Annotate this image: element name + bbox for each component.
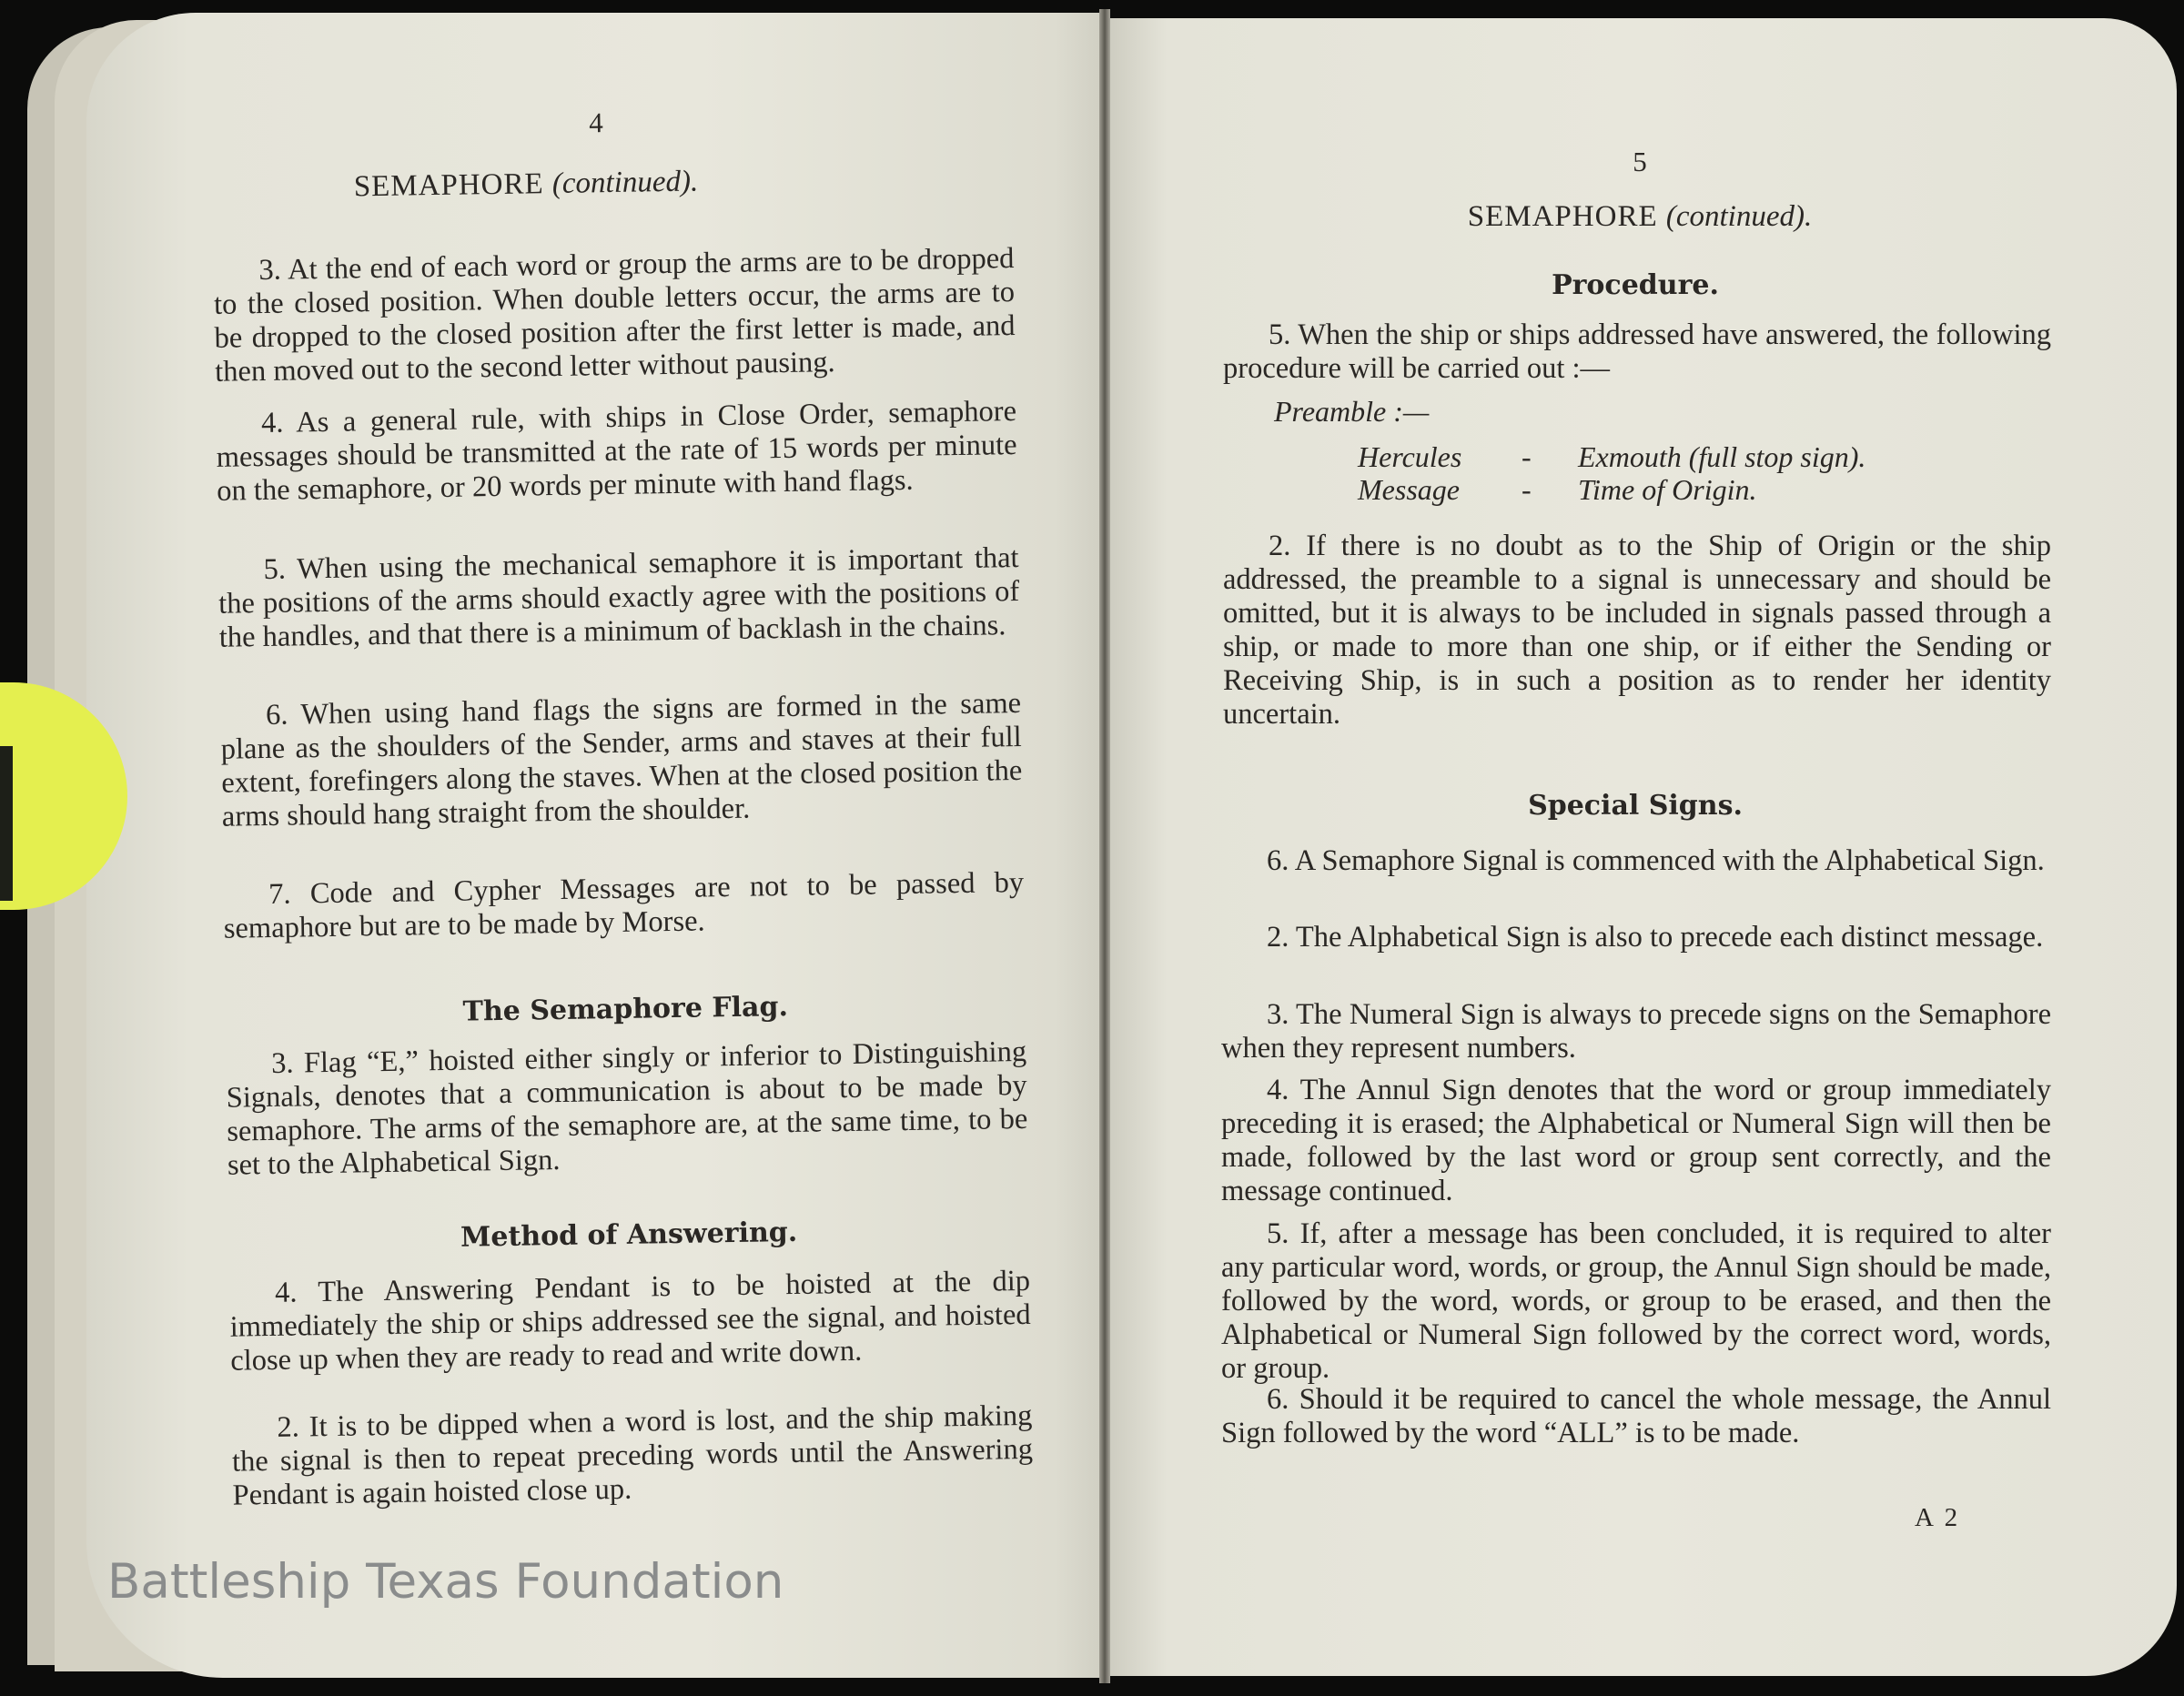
book-gutter bbox=[1099, 9, 1110, 1683]
left-page-text bbox=[86, 0, 1132, 1678]
preamble-left: Message bbox=[1358, 473, 1460, 506]
paragraph: 4. The Annul Sign denotes that the word or group immediately preceding it is erased; the Alphabetical or Numeral Sign will then be made, followed by the last word or group sent correctly, and the message continued. bbox=[1221, 1074, 2051, 1207]
paragraph: 5. When the ship or ships addressed have answered, the following procedure will be carried out :— bbox=[1223, 318, 2051, 385]
paragraph: 6. Should it be required to cancel the whole message, the Annul Sign followed by the word “ALL” is to be made. bbox=[1221, 1383, 2051, 1449]
paragraph: 2. If there is no doubt as to the Ship of Origin or the ship addressed, the preamble to a signal is unnecessary and should be omitted, but it is always to be included in signals passed through a ship, or made to more than one ship, or if either the Sending or Receiving Ship, is in such a position as to render her identity uncertain. bbox=[1223, 530, 2051, 731]
watermark: Battleship Texas Foundation bbox=[107, 1554, 784, 1610]
paragraph: 2. It is to be dipped when a word is lost, and the ship making the signal is then to repeat preceding words until the Answering Pendant is again hoisted close up. bbox=[231, 1398, 1034, 1512]
signature-mark: A 2 bbox=[1915, 1503, 1961, 1532]
heading-title: SEMAPHORE bbox=[1467, 200, 1658, 233]
preamble-right: Time of Origin. bbox=[1578, 473, 1757, 506]
paragraph: 4. As a general rule, with ships in Close Order, semaphore messages should be transmitted at the rate of 15 words per minute on the semaphore, or 20 words per minute with hand flags. bbox=[216, 395, 1017, 508]
paragraph: 2. The Alphabetical Sign is also to precede each distinct message. bbox=[1267, 921, 2044, 954]
heading-suffix: (continued). bbox=[551, 165, 699, 200]
paragraph: 3. The Numeral Sign is always to precede signs on the Semaphore when they represent numbers. bbox=[1221, 998, 2051, 1065]
preamble-row bbox=[1103, 440, 2104, 477]
section-title: Special Signs. bbox=[1528, 790, 1743, 822]
page-heading bbox=[226, 163, 826, 206]
preamble-label: Preamble :— bbox=[1274, 395, 1430, 428]
section-title: Procedure. bbox=[1552, 269, 1719, 301]
page-heading bbox=[1340, 200, 1940, 234]
paragraph: 3. Flag “E,” hoisted either singly or inferior to Distinguishing Signals, denotes that a communication is about to be made by semaphore. The arms of the semaphore are, at the same time, to be set to the Alphabetical Sign. bbox=[226, 1035, 1028, 1182]
preamble-left: Hercules bbox=[1358, 440, 1462, 473]
paragraph: 4. The Answering Pendant is to be hoisted at the dip immediately the ship or ships addressed see the signal, and hoisted close up when they are ready to read and write down. bbox=[229, 1264, 1031, 1378]
page-number: 4 bbox=[588, 106, 603, 139]
left-page bbox=[86, 13, 1106, 1678]
paragraph: 6. When using hand flags the signs are formed in the same plane as the shoulders of the Sender, arms and staves at their full extent, forefingers along the staves. When at the closed position the arms should hang straight from the shoulder. bbox=[220, 686, 1023, 833]
right-page bbox=[1103, 18, 2177, 1676]
preamble-row bbox=[1103, 473, 2104, 510]
heading-title: SEMAPHORE bbox=[353, 167, 544, 204]
paragraph: 7. Code and Cypher Messages are not to be passed by semaphore but are to be made by Morse. bbox=[223, 865, 1025, 945]
tab-edge bbox=[0, 746, 13, 901]
section-title: The Semaphore Flag. bbox=[462, 991, 789, 1028]
preamble-dash: - bbox=[1522, 473, 1532, 506]
paragraph: 5. When using the mechanical semaphore it is important that the positions of the arms should exactly agree with the positions of the handles, and that there is a minimum of backlash in the chains. bbox=[217, 540, 1020, 654]
paragraph: 3. At the end of each word or group the arms are to be dropped to the closed position. When double letters occur, the arms are to be dropped to the closed position after the first letter is made, and then moved out to the second letter without pausing. bbox=[213, 242, 1016, 389]
preamble-right: Exmouth (full stop sign). bbox=[1578, 440, 1866, 473]
section-title: Method of Answering. bbox=[460, 1216, 798, 1254]
paragraph: 6. A Semaphore Signal is commenced with the Alphabetical Sign. bbox=[1267, 844, 2045, 877]
page-number: 5 bbox=[1633, 146, 1647, 177]
paragraph: 5. If, after a message has been concluded, it is required to alter any particular word, words, or group, the Annul Sign should be made, followed by the word, words, or group to be erased, and then the Alphabetical or Numeral Sign followed by the correct word, words, or group. bbox=[1221, 1217, 2051, 1385]
heading-suffix: (continued). bbox=[1665, 200, 1813, 233]
preamble-dash: - bbox=[1522, 440, 1532, 473]
